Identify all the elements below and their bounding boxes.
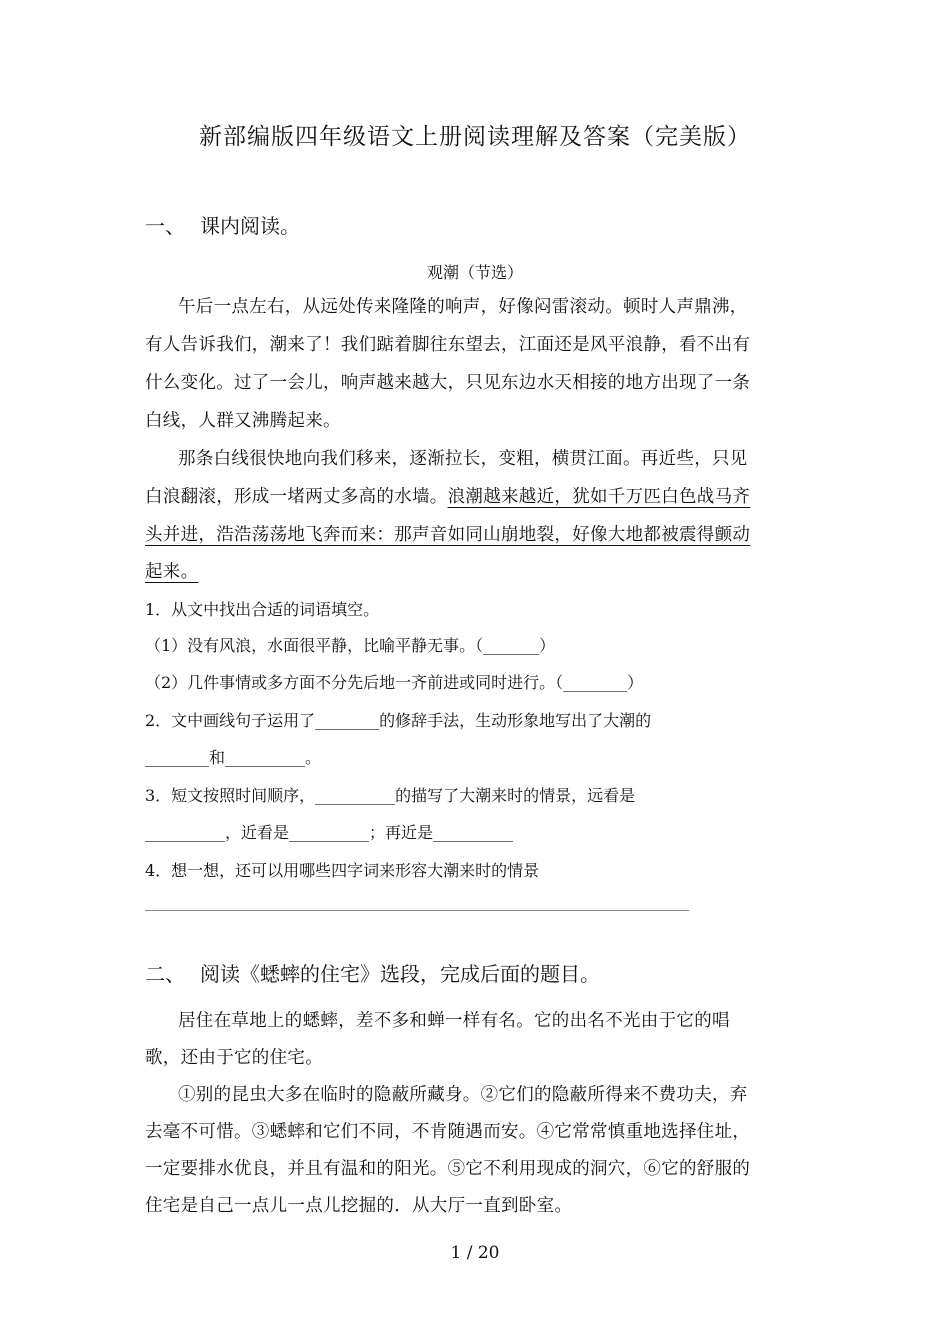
question-3-cont: __________，近看是__________；再近是__________ bbox=[145, 823, 514, 842]
section-number: 二、 bbox=[145, 962, 185, 986]
paragraph-line: 有人告诉我们，潮来了！我们踮着脚往东望去，江面还是风平浪静，看不出有 bbox=[145, 335, 751, 355]
paragraph-line: ①别的昆虫大多在临时的隐蔽所藏身。②它们的隐蔽所得来不费功夫，弃 bbox=[178, 1085, 748, 1105]
paragraph-line: 一定要排水优良，并且有温和的阳光。⑤它不利用现成的洞穴，⑥它的舒服的 bbox=[145, 1159, 751, 1179]
section-heading-1 bbox=[145, 210, 300, 239]
answer-line bbox=[145, 910, 689, 911]
section-heading-2 bbox=[145, 958, 600, 987]
question-2: 2．文中画线句子运用了________的修辞手法，生动形象地写出了大潮的 bbox=[145, 711, 652, 730]
question-1-2: （2）几件事情或多方面不分先后地一齐前进或同时进行。（________） bbox=[145, 673, 644, 692]
section-number: 一、 bbox=[145, 214, 185, 238]
section-title: 课内阅读。 bbox=[200, 214, 300, 238]
paragraph-line: 那条白线很快地向我们移来，逐渐拉长，变粗，横贯江面。再近些，只见 bbox=[178, 449, 748, 469]
section-title: 阅读《蟋蟀的住宅》选段，完成后面的题目。 bbox=[200, 962, 600, 986]
paragraph-line: 白线，人群又沸腾起来。 bbox=[145, 411, 341, 431]
paragraph-line: 午后一点左右，从远处传来隆隆的响声，好像闷雷滚动。顿时人声鼎沸， bbox=[178, 297, 748, 317]
page-number: 1 / 20 bbox=[450, 1243, 500, 1263]
paragraph-line: 去毫不可惜。③蟋蟀和它们不同，不肯随遇而安。④它常常慎重地选择住址， bbox=[145, 1122, 751, 1142]
underlined-sentence: 浪潮越来越近，犹如千万匹白色战马齐 bbox=[447, 487, 751, 507]
underlined-sentence: 起来。 bbox=[145, 562, 199, 582]
paragraph-line bbox=[145, 483, 750, 508]
paragraph-line: 居住在草地上的蟋蟀，差不多和蝉一样有名。它的出名不光由于它的唱 bbox=[178, 1011, 730, 1031]
question-1-1: （1）没有风浪，水面很平静，比喻平静无事。（_______） bbox=[145, 636, 556, 655]
underlined-sentence: 头并进，浩浩荡荡地飞奔而来：那声音如同山崩地裂，好像大地都被震得颤动 bbox=[145, 525, 751, 545]
question-4: 4．想一想，还可以用哪些四字词来形容大潮来时的情景 bbox=[145, 861, 540, 880]
plain-text: 白浪翻滚，形成一堵两丈多高的水墙。 bbox=[145, 487, 448, 507]
paragraph-line: 什么变化。过了一会儿，响声越来越大，只见东边水天相接的地方出现了一条 bbox=[145, 373, 751, 393]
paragraph-line: 住宅是自己一点儿一点儿挖掘的．从大厅一直到卧室。 bbox=[145, 1196, 573, 1216]
page-title: 新部编版四年级语文上册阅读理解及答案（完美版） bbox=[199, 124, 751, 150]
question-2-cont: ________和__________。 bbox=[145, 748, 322, 767]
question-3: 3．短文按照时间顺序，__________的描写了大潮来时的情景，远看是 bbox=[145, 786, 636, 805]
passage-title: 观潮（节选） bbox=[426, 263, 523, 282]
paragraph-line: 歌，还由于它的住宅。 bbox=[145, 1048, 323, 1068]
question-1: 1．从文中找出合适的词语填空。 bbox=[145, 600, 380, 619]
